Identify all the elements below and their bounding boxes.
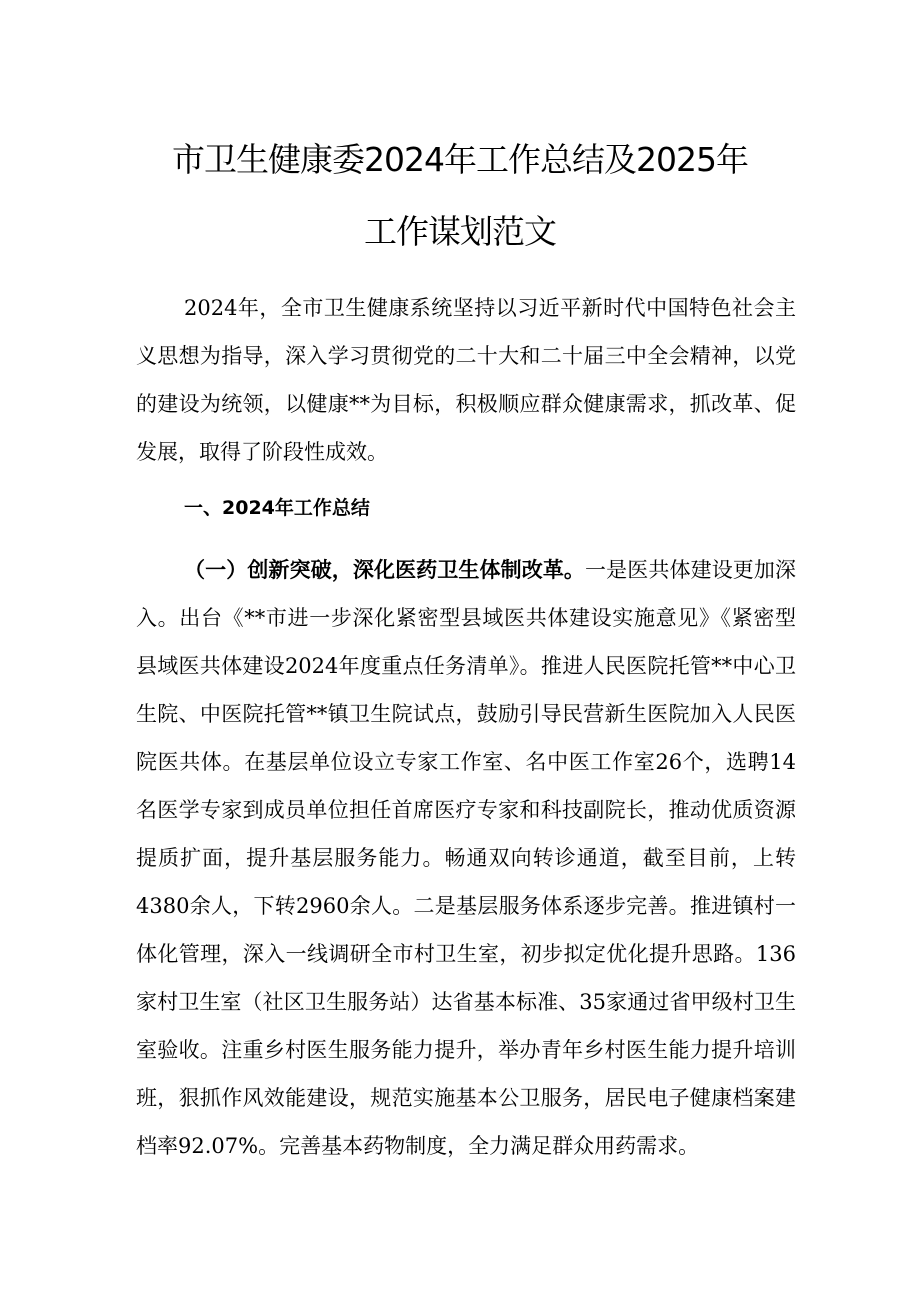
subsection-lead-heading: （一）创新突破，深化医药卫生体制改革。 xyxy=(184,558,586,582)
subsection-body-text: 一是医共体建设更加深入。出台《**市进一步深化紧密型县域医共体建设实施意见》《紧密型县域医共体建设2024年度重点任务清单》。推进人民医院托管**中心卫生院、中医院托管**镇卫生院试点，鼓励引导民营新生医院加入人民医院医共体。在基层单位设立专家工作室、名中医工作室26个，选聘14名医学专家到成员单位担任首席医疗专家和科技副院长，推动优质资源提质扩面，提升基层服务能力。畅通双向转诊通道，截至目前，上转4380余人，下转2960余人。二是基层服务体系逐步完善。推进镇村一体化管理，深入一线调研全市村卫生室，初步拟定优化提升思路。136家村卫生室（社区卫生服务站）达省基本标准、35家通过省甲级村卫生室验收。注重乡村医生服务能力提升，举办青年乡村医生能力提升培训班，狠抓作风效能建设，规范实施基本公卫服务，居民电子健康档案建档率92.07%。完善基本药物制度，全力满足群众用药需求。 xyxy=(136,558,797,1158)
subsection-paragraph-1 xyxy=(136,546,796,1170)
intro-paragraph: 2024年，全市卫生健康系统坚持以习近平新时代中国特色社会主义思想为指导，深入学习贯彻党的二十大和二十届三中全会精神，以党的建设为统领，以健康**为目标，积极顺应群众健康需求，抓改革、促发展，取得了阶段性成效。 xyxy=(136,296,796,464)
document-title-line-2: 工作谋划范文 xyxy=(364,212,556,251)
document-title-line-1: 市卫生健康委2024年工作总结及2025年 xyxy=(172,140,748,179)
section-heading-1: 一、2024年工作总结 xyxy=(184,497,370,519)
